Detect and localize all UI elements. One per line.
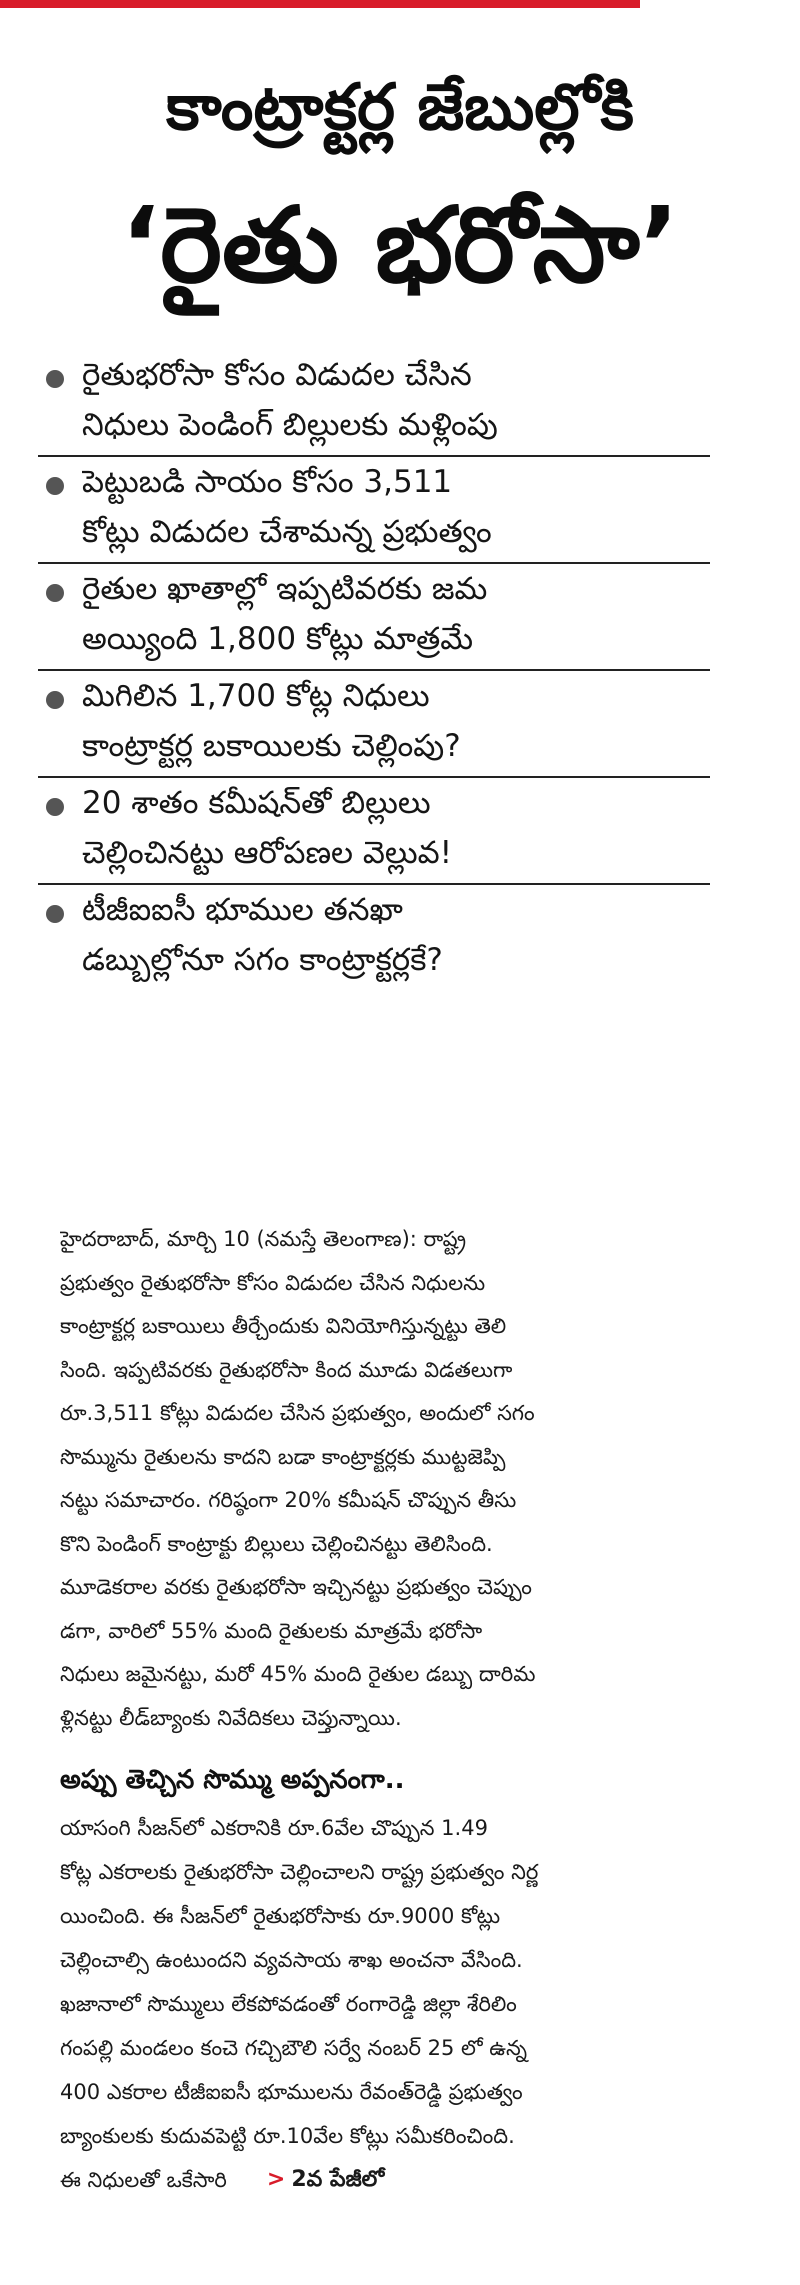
top-accent-bar	[0, 0, 640, 8]
article-subheading: అప్పు తెచ్చిన సొమ్ము అప్పనంగా..	[60, 1765, 405, 1795]
highlight-item	[38, 885, 710, 1005]
body-line: చెల్లించాల్సి ఉంటుందని వ్యవసాయ శాఖ అంచనా వేసింది.	[60, 1948, 523, 1972]
highlight-item	[38, 671, 710, 778]
bullet-dot-icon	[46, 477, 64, 495]
highlight-text	[82, 671, 710, 771]
highlight-line: రైతుభరోసా కోసం విడుదల చేసిన	[82, 357, 472, 393]
article-body	[60, 1218, 740, 1740]
highlight-item	[38, 457, 710, 564]
highlight-text	[82, 885, 710, 985]
highlight-item	[38, 350, 710, 457]
bullet-dot-icon	[46, 905, 64, 923]
highlight-line: నిధులు పెండింగ్ బిల్లులకు మళ్లింపు	[82, 407, 498, 443]
body-line: కాంట్రాక్టర్ల బకాయిలు తీర్చేందుకు వినియోగిస్తున్నట్టు తెలి	[60, 1314, 507, 1338]
body-line: ఖజానాలో సొమ్ములు లేకపోవడంతో రంగారెడ్డి జిల్లా శేరిలిం	[60, 1992, 517, 2016]
body-line: 400 ఎకరాల టీజీఐఐసీ భూములను రేవంత్‌రెడ్డి ప్రభుత్వం	[60, 2080, 523, 2104]
highlight-line: మిగిలిన 1,700 కోట్ల నిధులు	[82, 678, 430, 714]
body-line: సొమ్మును రైతులను కాదని బడా కాంట్రాక్టర్లకు ముట్టజెప్పి	[60, 1444, 506, 1469]
body-line: మూడెకరాల వరకు రైతుభరోసా ఇచ్చినట్టు ప్రభుత్వం చెప్పుం	[60, 1575, 532, 1599]
highlight-text	[82, 564, 710, 664]
highlight-line: 20 శాతం కమీషన్‌తో బిల్లులు	[82, 785, 431, 821]
body-line: ప్రభుత్వం రైతుభరోసా కోసం విడుదల చేసిన నిధులను	[60, 1270, 486, 1295]
continuation-page-link[interactable]: 2వ పేజీలో	[291, 2167, 385, 2192]
body-line: కోట్ల ఎకరాలకు రైతుభరోసా చెల్లించాలని రాష్ట్ర ప్రభుత్వం నిర్ణ	[60, 1860, 539, 1884]
highlight-text	[82, 350, 710, 450]
bullet-dot-icon	[46, 370, 64, 388]
highlight-line: కాంట్రాక్టర్ల బకాయిలకు చెల్లింపు?	[82, 728, 461, 764]
body-line: ళ్లినట్టు లీడ్‌బ్యాంకు నివేదికలు చెప్తున్నాయి.	[60, 1705, 402, 1730]
highlight-line: చెల్లించినట్టు ఆరోపణల వెల్లువ!	[82, 835, 453, 871]
continuation-line	[60, 2158, 740, 2202]
body-line: రూ.3,511 కోట్లు విడుదల చేసిన ప్రభుత్వం, అందులో సగం	[60, 1401, 535, 1425]
article-body-section-2	[60, 1806, 740, 2202]
highlight-line: రైతుల ఖాతాల్లో ఇప్పటివరకు జమ	[82, 571, 488, 607]
highlight-line: టీజీఐఐసీ భూముల తనఖా	[82, 892, 403, 928]
body-line: బ్యాంకులకు కుదువపెట్టి రూ.10వేల కోట్లు సమీకరించింది.	[60, 2124, 515, 2148]
body-line: కొని పెండింగ్ కాంట్రాక్టు బిల్లులు చెల్లించినట్టు తెలిసింది.	[60, 1531, 493, 1556]
highlight-line: కోట్లు విడుదల చేశామన్న ప్రభుత్వం	[82, 514, 492, 550]
highlight-item	[38, 778, 710, 885]
body-line: యించింది. ఈ సీజన్‌లో రైతుభరోసాకు రూ.9000 కోట్లు	[60, 1904, 501, 1928]
continuation-arrow-icon: >	[266, 2167, 286, 2192]
body-line: సింది. ఇప్పటివరకు రైతుభరోసా కింద మూడు విడతలుగా	[60, 1357, 513, 1382]
body-line: హైదరాబాద్, మార్చి 10 (నమస్తే తెలంగాణ): రాష్ట్ర	[60, 1227, 467, 1251]
continuation-lead-text: ఈ నిధులతో ఒకేసారి	[60, 2168, 227, 2192]
body-line: గంపల్లి మండలం కంచె గచ్చిబౌలి సర్వే నంబర్ 25 లో ఉన్న	[60, 2036, 528, 2060]
highlight-line: డబ్బుల్లోనూ సగం కాంట్రాక్టర్లకే?	[82, 942, 443, 978]
body-line: నిధులు జమైనట్టు, మరో 45% మంది రైతుల డబ్బు దారిమ	[60, 1662, 536, 1686]
highlight-text	[82, 778, 710, 878]
highlight-line: పెట్టుబడి సాయం కోసం 3,511	[82, 464, 453, 500]
bullet-dot-icon	[46, 584, 64, 602]
headline-line-1: కాంట్రాక్టర్ల జేబుల్లోకి	[166, 71, 634, 145]
highlights-list	[0, 350, 800, 1005]
bullet-dot-icon	[46, 798, 64, 816]
highlight-line: అయ్యింది 1,800 కోట్లు మాత్రమే	[82, 621, 474, 657]
body-line: డగా, వారిలో 55% మంది రైతులకు మాత్రమే భరోసా	[60, 1618, 483, 1643]
bullet-dot-icon	[46, 691, 64, 709]
body-line: నట్టు సమాచారం. గరిష్ఠంగా 20% కమీషన్ చొప్పున తీసు	[60, 1488, 517, 1512]
highlight-item	[38, 564, 710, 671]
highlight-text	[82, 457, 710, 557]
headline-line-2: ‘రైతు భరోసా’	[120, 184, 680, 306]
body-line: యాసంగి సీజన్‌లో ఎకరానికి రూ.6వేల చొప్పున 1.49	[60, 1816, 488, 1840]
